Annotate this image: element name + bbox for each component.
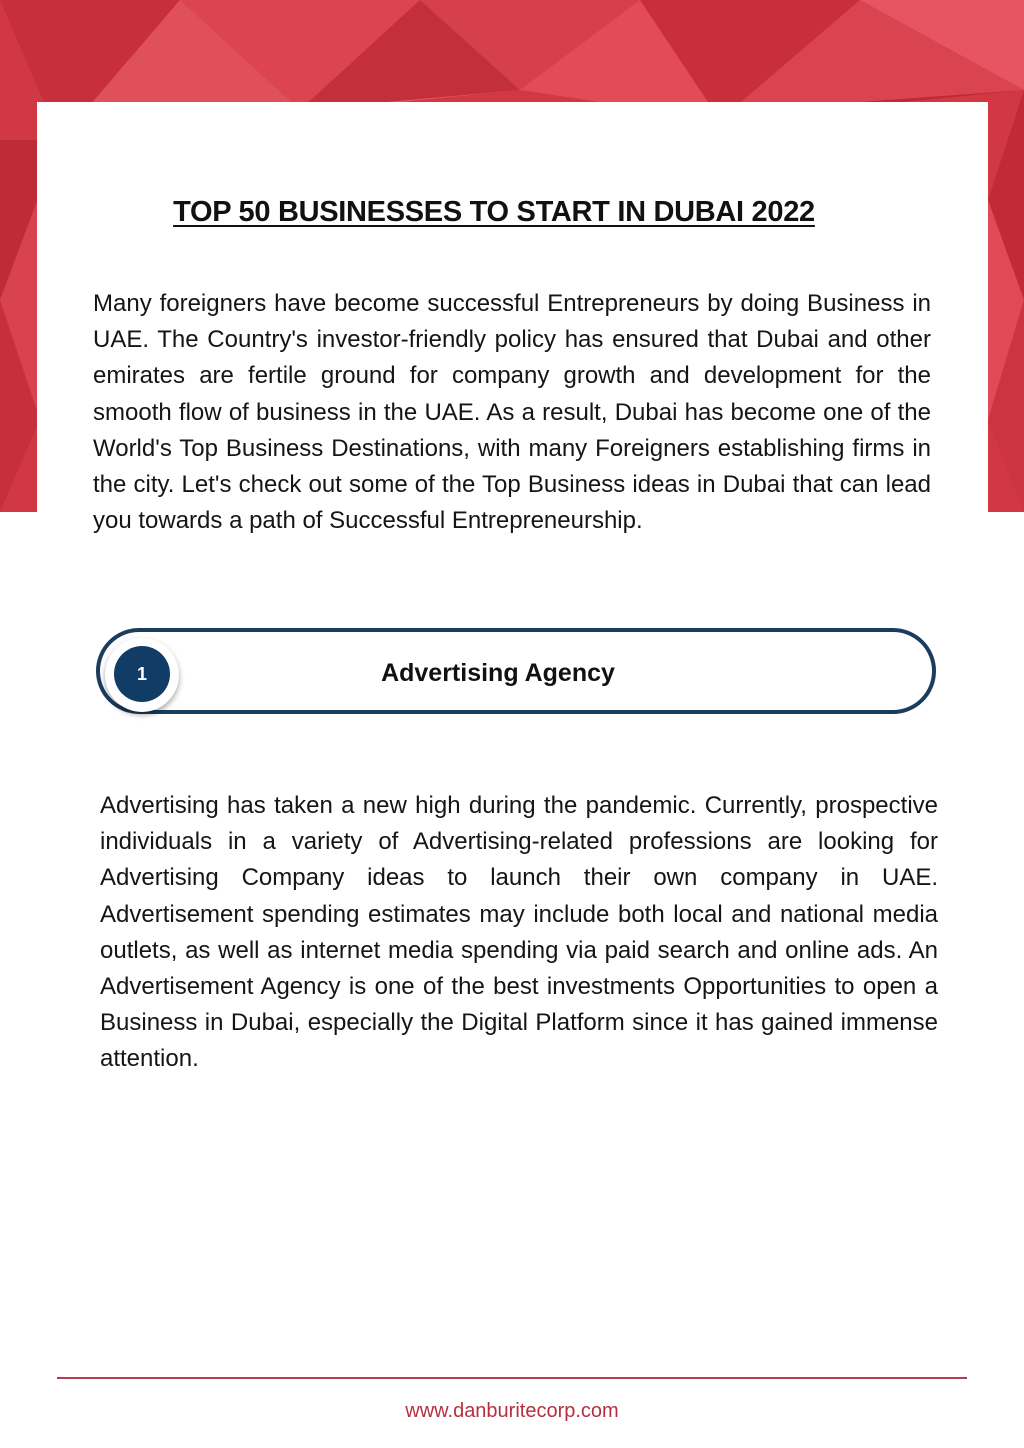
footer-website-link[interactable]: www.danburitecorp.com bbox=[405, 1400, 619, 1422]
footer-divider bbox=[57, 1377, 967, 1379]
intro-paragraph: Many foreigners have become successful Entrepreneurs by doing Business in UAE. The Country's investor-friendly policy has ensured that Dubai and other emirates are fertile ground for company growth and development for the smooth flow of business in the UAE. As a result, Dubai has become one of the World's Top Business Destinations, with many Foreigners establishing firms in the city. Let's check out some of the Top Business ideas in Dubai that can lead you towards a path of Successful Entrepreneurship. bbox=[93, 290, 931, 535]
section-title: Advertising Agency bbox=[381, 659, 615, 687]
page-title: TOP 50 BUSINESSES TO START IN DUBAI 2022 bbox=[173, 196, 815, 229]
section-number-badge: 1 bbox=[114, 646, 170, 702]
section-body: Advertising has taken a new high during the pandemic. Currently, prospective individuals in a variety of Advertising-related professions are looking for Advertising Company ideas to launch their own company in UAE. Advertisement spending estimates may include both local and national media outlets, as well as internet media spending via paid search and online ads. An Advertisement Agency is one of the best investments Opportunities to open a Business in Dubai, especially the Digital Platform since it has gained immense attention. bbox=[100, 792, 938, 1073]
